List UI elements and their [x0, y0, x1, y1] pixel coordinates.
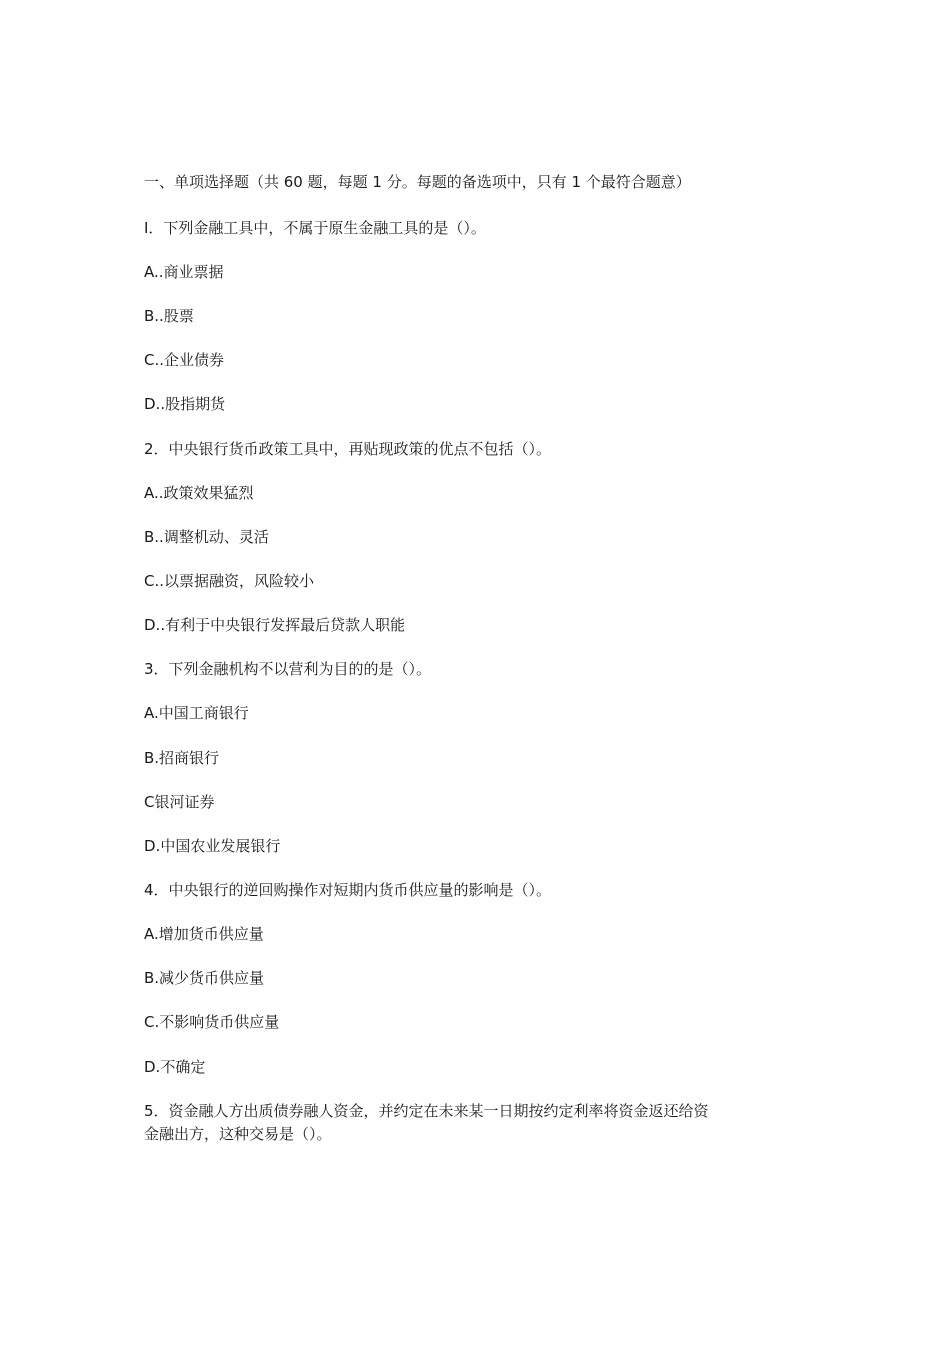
question-1-option-d: D..股指期货 — [144, 395, 226, 413]
section-heading: 一、单项选择题（共 60 题，每题 1 分。每题的备选项中，只有 1 个最符合题意） — [144, 173, 691, 191]
question-2-option-c: C..以票据融资，风险较小 — [144, 572, 315, 590]
question-2-stem: 2．中央银行货币政策工具中，再贴现政策的优点不包括（）。 — [144, 440, 552, 458]
question-3-option-a: A.中国工商银行 — [144, 704, 249, 722]
question-2-option-d: D..有利于中央银行发挥最后贷款人职能 — [144, 616, 406, 634]
question-2-option-b: B..调整机动、灵活 — [144, 528, 269, 546]
question-5-stem-line-1: 5．资金融人方出质债券融人资金，并约定在未来某一日期按约定利率将资金返还给资 — [144, 1102, 709, 1120]
question-3-option-c: C银河证券 — [144, 793, 215, 811]
question-3-option-d: D.中国农业发展银行 — [144, 837, 281, 855]
question-4-option-a: A.增加货币供应量 — [144, 925, 264, 943]
question-2-option-a: A..政策效果猛烈 — [144, 484, 254, 502]
question-1-option-c: C..企业债券 — [144, 351, 225, 369]
question-1-stem: I．下列金融工具中，不属于原生金融工具的是（）。 — [144, 219, 486, 237]
question-4-option-c: C.不影响货币供应量 — [144, 1013, 280, 1031]
question-1-option-a: A..商业票据 — [144, 263, 224, 281]
question-4-option-d: D.不确定 — [144, 1058, 206, 1076]
question-4-option-b: B.减少货币供应量 — [144, 969, 265, 987]
question-3-option-b: B.招商银行 — [144, 749, 220, 767]
question-3-stem: 3．下列金融机构不以营利为目的的是（）。 — [144, 660, 432, 678]
question-5-stem-line-2: 金融出方，这种交易是（）。 — [144, 1125, 332, 1143]
question-4-stem: 4．中央银行的逆回购操作对短期内货币供应量的影响是（）。 — [144, 881, 552, 899]
question-1-option-b: B..股票 — [144, 307, 194, 325]
